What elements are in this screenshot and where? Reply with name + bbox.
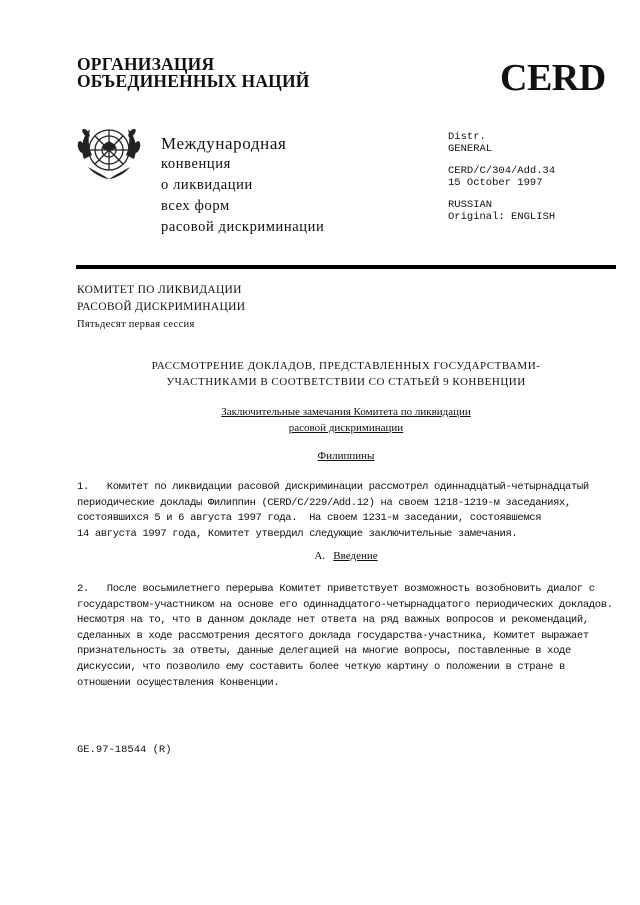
section-heading [76,550,616,562]
title-line-1: РАССМОТРЕНИЕ ДОКЛАДОВ, ПРЕДСТАВЛЕННЫХ ГОСУДАРСТВАМИ- [151,360,541,372]
paragraph-line: 1. Комитет по ликвидации расовой дискриминации рассмотрел одиннадцатый-четырнадцатый [77,481,589,493]
document-metadata [448,131,555,223]
original-language: Original: ENGLISH [448,211,556,223]
org-line-1: ОРГАНИЗАЦИЯ [77,54,215,74]
org-line-2: ОБЪЕДИНЕННЫХ НАЦИЙ [77,71,310,91]
paragraph-line: 14 августа 1997 года, Комитет утвердил следующие заключительные замечания. [77,527,518,540]
subtitle-line-2: расовой дискриминации [288,422,404,434]
distribution-label: Distr. [448,131,486,143]
convention-title [161,133,324,238]
convention-line-1: Международная [161,134,287,153]
section-letter: A. [314,550,326,562]
document-date: 15 October 1997 [448,177,543,189]
committee-line-1: КОМИТЕТ ПО ЛИКВИДАЦИИ [77,284,242,296]
section-title: Введение [333,550,378,562]
subtitle-line-1: Заключительные замечания Комитета по ликвидации [221,406,471,418]
committee-block [77,282,245,333]
paragraph-line: состоявшихся 5 и 6 августа 1997 года. На своем 1231-м заседании, состоявшемся [77,512,542,525]
paragraph-line: периодические доклады Филиппин (CERD/C/229/Add.12) на своем 1218-1219-м заседаниях, [77,496,571,509]
footer-job-number: GE.97-18544 (R) [77,744,172,756]
title-line-2: УЧАСТНИКАМИ В СООТВЕТСТВИИ СО СТАТЬЕЙ 9 КОНВЕНЦИИ [166,376,526,388]
document-subtitle [76,404,616,436]
paragraph-line: 2. После восьмилетнего перерыва Комитет приветствует возможность возобновить диалог с [77,583,595,595]
distribution-value: GENERAL [448,143,493,155]
committee-line-2: РАСОВОЙ ДИСКРИМИНАЦИИ [77,301,246,313]
convention-line-5: расовой дискриминации [161,219,325,235]
document-symbol: CERD/C/304/Add.34 [448,165,556,177]
document-code: CERD [500,57,606,99]
organization-name [77,56,310,90]
paragraph-line: дискуссии, что позволило ему составить более четкую картину о положении в стране в [77,660,565,673]
convention-line-2: конвенция [161,156,231,172]
session-label: Пятьдесят первая сессия [77,319,195,330]
convention-line-3: о ликвидации [161,177,253,193]
document-title [76,358,616,390]
convention-line-4: всех форм [161,198,230,214]
header-divider [76,265,616,269]
un-emblem-icon [76,119,142,185]
document-language: RUSSIAN [448,199,493,211]
paragraph-line: отношении осуществления Конвенции. [77,676,280,689]
country-name: Филиппины [317,450,375,462]
paragraph-line: сделанных в ходе рассмотрения десятого доклада государства-участника, Комитет выражает [77,629,589,642]
paragraph-line: Несмотря на то, что в данном докладе нет ответа на ряд важных вопросов и рекомендаций, [77,614,589,627]
paragraph-line: государством-участником на основе его одиннадцатого-четырнадцатого периодических докладов. [77,598,613,611]
country-heading [76,450,616,462]
paragraph-1 [77,480,617,542]
paragraph-line: признательность за ответы, данные делегацией на многие вопросы, поставленные в ходе [77,645,571,658]
paragraph-2 [77,582,617,691]
